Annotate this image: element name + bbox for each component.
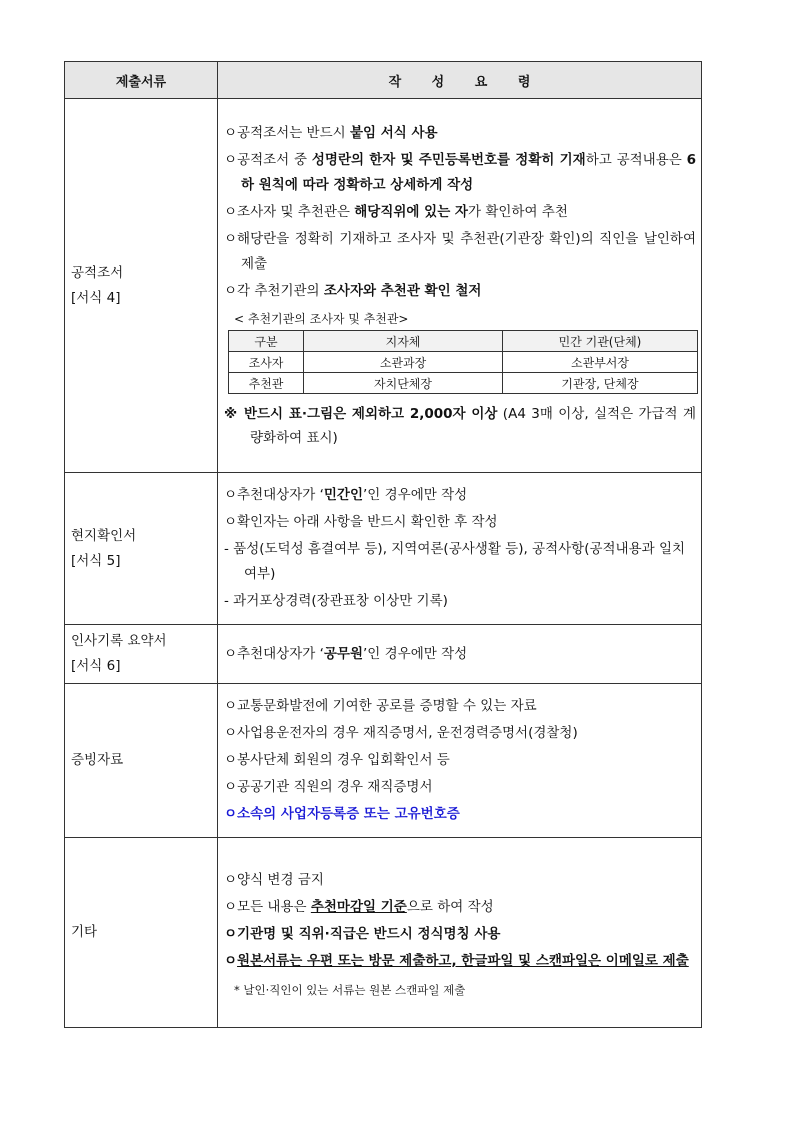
guideline-item <box>224 200 696 225</box>
sub-table-header <box>229 331 698 352</box>
sub-cell: 기관장, 단체장 <box>503 373 698 394</box>
category-name: 현지확인서 <box>71 527 137 544</box>
text: ㅇ추천대상자가 ‘ <box>224 487 324 503</box>
guideline-item <box>224 279 696 304</box>
emphasis: 해당직위에 있는 자 <box>354 204 468 220</box>
emphasis: 성명란의 한자 및 주민등록번호를 정확히 기재 <box>311 152 586 168</box>
text: ㅇ조사자 및 추천관은 <box>224 204 355 220</box>
row-gita <box>65 838 702 1028</box>
guideline-item: ㅇ해당란을 정확히 기재하고 조사자 및 추천관(기관장 확인)의 직인을 날인하여 제출 <box>224 231 696 272</box>
sub-cell: 소관부서장 <box>503 352 698 373</box>
guideline-item: ㅇ교통문화발전에 기여한 공로를 증명할 수 있는 자료 <box>224 698 537 714</box>
guideline-cell <box>218 625 702 684</box>
guideline-item <box>224 949 696 974</box>
text: ㅇ추천대상자가 ‘ <box>224 645 324 662</box>
text: ㅇ모든 내용은 <box>224 898 311 915</box>
sub-header-cell: 지자체 <box>304 331 503 352</box>
guideline-item <box>224 121 696 146</box>
category-cell <box>65 684 218 838</box>
header-guidelines: 작 성 요 령 <box>218 62 702 99</box>
emphasis: 추천마감일 기준 <box>310 898 407 915</box>
row-insa <box>65 625 702 684</box>
row-gongjeok <box>65 99 702 473</box>
emphasis: 붙임 서식 사용 <box>349 125 438 141</box>
text: 가 확인하여 추천 <box>467 204 568 220</box>
note-item <box>224 402 696 450</box>
category-cell <box>65 99 218 473</box>
guideline-item: ㅇ확인자는 아래 사항을 반드시 확인한 후 작성 <box>224 514 498 530</box>
category-name: 인사기록 요약서 <box>71 633 167 649</box>
guideline-item-highlight: ㅇ소속의 사업자등록증 또는 고유번호증 <box>224 806 460 822</box>
text: ㅇ공적조서 중 <box>224 152 312 168</box>
reviewer-sub-table <box>228 330 698 394</box>
emphasis: 공무원 <box>323 645 363 662</box>
sub-header-cell: 구분 <box>229 331 304 352</box>
emphasis: 반드시 표·그림은 제외하고 2,000자 이상 <box>243 406 498 422</box>
emphasis: 민간인 <box>323 487 363 503</box>
guideline-dash-item: - 과거포상경력(장관표창 이상만 기록) <box>224 593 448 609</box>
sub-cell: 추천관 <box>229 373 304 394</box>
guideline-item <box>224 483 696 508</box>
text: 으로 하여 작성 <box>406 898 494 915</box>
category-cell <box>65 473 218 625</box>
sub-header-cell: 민간 기관(단체) <box>503 331 698 352</box>
text: 하고 공적내용은 <box>585 152 687 168</box>
header-documents: 제출서류 <box>65 62 218 99</box>
category-form: [서식 4] <box>71 289 121 306</box>
text: ㅇ <box>224 952 238 969</box>
text: ㅇ각 추천기관의 <box>224 283 324 299</box>
emphasis: 원본서류는 우편 또는 방문 제출하고, 한글파일 및 스캔파일은 이메일로 제출 <box>237 952 689 969</box>
row-hyeonji <box>65 473 702 625</box>
sub-cell: 조사자 <box>229 352 304 373</box>
category-name: 증빙자료 <box>71 752 124 768</box>
guideline-item <box>224 642 696 667</box>
sub-cell: 자치단체장 <box>304 373 503 394</box>
sub-table-caption: < 추천기관의 조사자 및 추천관> <box>234 312 409 326</box>
emphasis: 조사자와 추천관 확인 철저 <box>323 283 482 299</box>
guideline-item: ㅇ사업용운전자의 경우 재직증명서, 운전경력증명서(경찰청) <box>224 725 578 741</box>
guideline-item: ㅇ양식 변경 금지 <box>224 871 324 888</box>
footnote: * 날인·직인이 있는 서류는 원본 스캔파일 제출 <box>234 982 466 997</box>
guideline-cell <box>218 99 702 473</box>
category-cell <box>65 625 218 684</box>
guideline-cell <box>218 684 702 838</box>
category-cell <box>65 838 218 1028</box>
emphasis: 6하 원칙에 따라 정확하고 상세하게 작성 <box>241 152 696 193</box>
text: (A4 3매 이상, 실적은 가급적 계량화하여 표시) <box>250 406 696 446</box>
sub-table-row <box>229 373 698 394</box>
category-name: 공적조서 <box>71 264 124 281</box>
guideline-cell <box>218 473 702 625</box>
sub-table-row <box>229 352 698 373</box>
table-header-row <box>65 62 702 99</box>
row-jeungbing <box>65 684 702 838</box>
guideline-item: ㅇ공공기관 직원의 경우 재직증명서 <box>224 779 433 795</box>
category-name: 기타 <box>71 924 98 940</box>
guideline-item: ㅇ기관명 및 직위·직급은 반드시 정식명칭 사용 <box>224 925 501 942</box>
category-form: [서식 6] <box>71 658 121 674</box>
note-mark: ※ <box>224 406 244 422</box>
text: ’인 경우에만 작성 <box>363 645 468 662</box>
category-form: [서식 5] <box>71 552 121 569</box>
sub-cell: 소관과장 <box>304 352 503 373</box>
guideline-cell <box>218 838 702 1028</box>
guideline-item <box>224 895 696 920</box>
guideline-dash-item: - 품성(도덕성 흠결여부 등), 지역여론(공사생활 등), 공적사항(공적내용과 일치여부) <box>224 541 686 582</box>
text: ㅇ공적조서는 반드시 <box>224 125 350 141</box>
submission-documents-table <box>64 61 702 1028</box>
text: ’인 경우에만 작성 <box>363 487 468 503</box>
guideline-item <box>224 148 696 198</box>
guideline-item: ㅇ봉사단체 회원의 경우 입회확인서 등 <box>224 752 450 768</box>
